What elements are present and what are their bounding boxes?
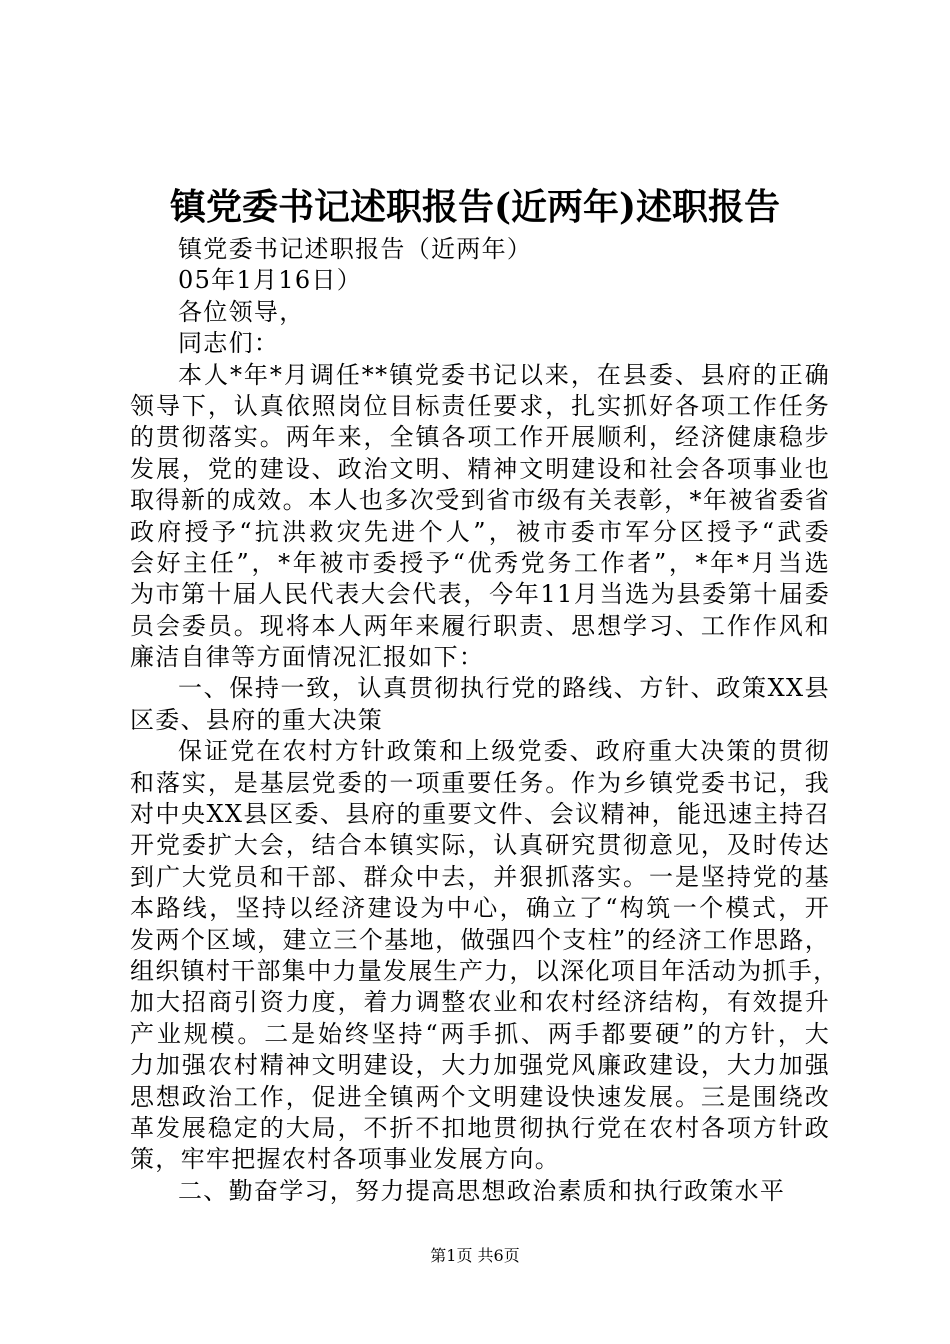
paragraph-line: 力加强农村精神文明建设，大力加强党风廉政建设，大力加强: [130, 1051, 830, 1080]
subtitle-line: 镇党委书记述职报告（近两年）: [178, 235, 533, 263]
paragraph-line: 对中央XX县区委、县府的重要文件、会议精神，能迅速主持召: [130, 800, 830, 829]
paragraph-line: 本路线，坚持以经济建设为中心，确立了“构筑一个模式，开: [130, 894, 830, 923]
paragraph-line: 发两个区域，建立三个基地，做强四个支柱”的经济工作思路，: [130, 925, 830, 954]
paragraph-line: 开党委扩大会，结合本镇实际，认真研究贯彻意见，及时传达: [130, 831, 830, 860]
paragraph-line: 员会委员。现将本人两年来履行职责、思想学习、工作作风和: [130, 611, 830, 640]
paragraph-line: 革发展稳定的大局，不折不扣地贯彻执行党在农村各项方针政: [130, 1113, 830, 1142]
paragraph-line: 策，牢牢把握农村各项事业发展方向。: [130, 1145, 561, 1174]
date-line: 05年1月16日）: [178, 266, 363, 295]
paragraph-line: 产业规模。二是始终坚持“两手抓、两手都要硬”的方针，大: [130, 1019, 830, 1048]
paragraph-line: 保证党在农村方针政策和上级党委、政府重大决策的贯彻: [178, 737, 830, 766]
paragraph-line: 廉洁自律等方面情况汇报如下：: [130, 643, 485, 672]
paragraph-line: 到广大党员和干部、群众中去，并狠抓落实。一是坚持党的基: [130, 862, 830, 891]
page-indicator: 第1页 共6页: [430, 1246, 520, 1265]
paragraph-line: 思想政治工作，促进全镇两个文明建设快速发展。三是围绕改: [130, 1082, 830, 1111]
paragraph-line: 加大招商引资力度，着力调整农业和农村经济结构，有效提升: [130, 988, 830, 1017]
section-heading: 一、保持一致，认真贯彻执行党的路线、方针、政策XX县: [178, 674, 830, 703]
salutation-comrades: 同志们：: [178, 329, 280, 358]
section-heading: 二、勤奋学习，努力提高思想政治素质和执行政策水平: [178, 1176, 786, 1205]
paragraph-line: 会好主任”，*年被市委授予“优秀党务工作者”，*年*月当选: [130, 548, 830, 577]
section-heading: 区委、县府的重大决策: [130, 705, 383, 734]
paragraph-line: 本人*年*月调任**镇党委书记以来，在县委、县府的正确: [178, 360, 830, 389]
document-body: [130, 234, 839, 1207]
paragraph-line: 发展，党的建设、政治文明、精神文明建设和社会各项事业也: [130, 454, 830, 483]
paragraph-line: 领导下，认真依照岗位目标责任要求，扎实抓好各项工作任务: [130, 391, 830, 420]
paragraph-line: 为市第十届人民代表大会代表，今年11月当选为县委第十届委: [130, 580, 830, 609]
paragraph-line: 组织镇村干部集中力量发展生产力，以深化项目年活动为抓手，: [130, 956, 839, 985]
document-title: 镇党委书记述职报告(近两年)述职报告: [169, 186, 781, 228]
paragraph-line: 的贯彻落实。两年来，全镇各项工作开展顺利，经济健康稳步: [130, 423, 830, 452]
paragraph-line: 政府授予“抗洪救灾先进个人”，被市委市军分区授予“武委: [130, 517, 830, 546]
paragraph-line: 取得新的成效。本人也多次受到省市级有关表彰，*年被省委省: [130, 486, 830, 515]
salutation-leaders: 各位领导，: [178, 297, 305, 326]
paragraph-line: 和落实，是基层党委的一项重要任务。作为乡镇党委书记，我: [130, 768, 830, 797]
